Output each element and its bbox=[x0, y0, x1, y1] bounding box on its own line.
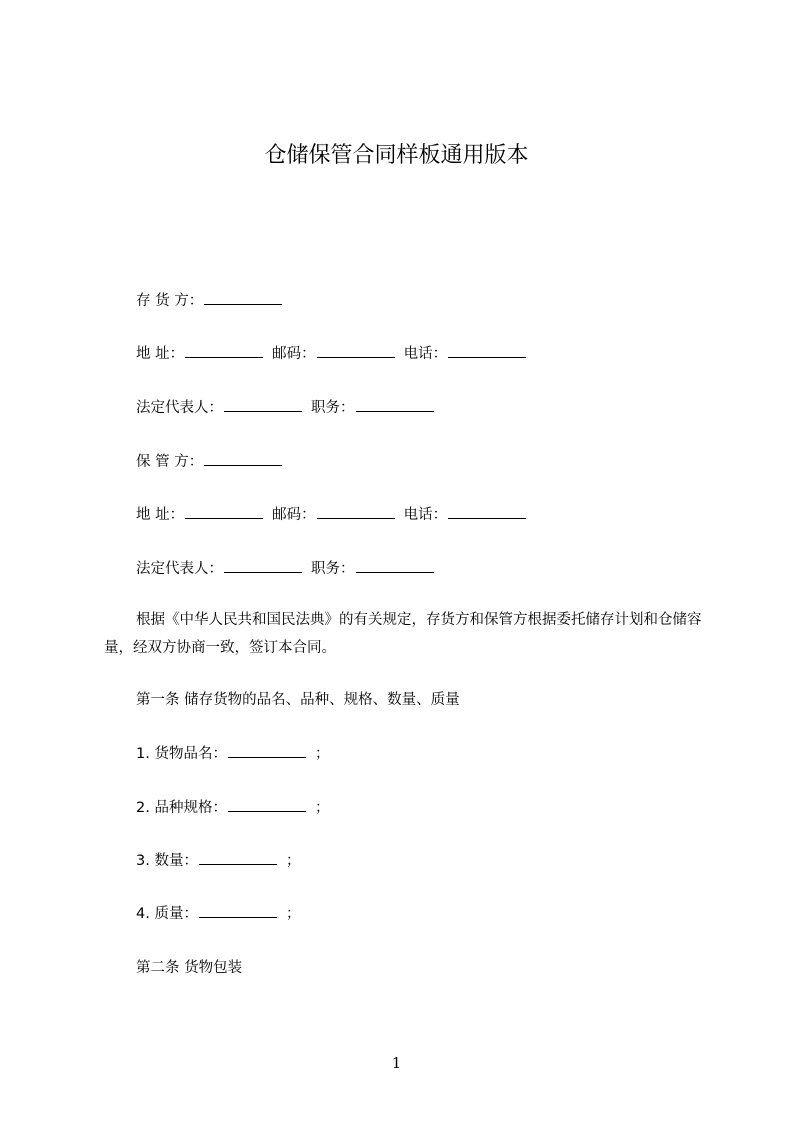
depositor-position-blank[interactable] bbox=[356, 397, 434, 412]
article1-item3 bbox=[136, 850, 300, 872]
article1-item4 bbox=[136, 903, 300, 925]
item4-terminator: ； bbox=[285, 906, 301, 922]
custodian-address-blank[interactable] bbox=[185, 504, 263, 519]
article1-item1 bbox=[136, 743, 329, 765]
depositor-phone-label: 电话： bbox=[403, 346, 448, 362]
item1-terminator: ； bbox=[314, 746, 330, 762]
depositor-postcode-blank[interactable] bbox=[317, 343, 395, 358]
depositor-address-blank[interactable] bbox=[185, 343, 263, 358]
item3-terminator: ； bbox=[285, 853, 301, 869]
item4-label: 4. 质量： bbox=[136, 906, 198, 922]
intro-paragraph: 根据《中华人民共和国民法典》的有关规定，存货方和保管方根据委托储存计划和仓储容量，经双方协商一致，签订本合同。 bbox=[104, 612, 702, 656]
article1-heading: 第一条 储存货物的品名、品种、规格、数量、质量 bbox=[136, 692, 460, 708]
depositor-postcode-label: 邮码： bbox=[272, 346, 316, 362]
custodian-rep-label: 法定代表人： bbox=[136, 561, 223, 577]
custodian-address-label: 地 址： bbox=[136, 507, 185, 523]
depositor-address-line bbox=[136, 343, 527, 365]
item2-label: 2. 品种规格： bbox=[136, 800, 227, 816]
article2-heading: 第二条 货物包装 bbox=[136, 960, 243, 976]
item3-blank[interactable] bbox=[199, 850, 277, 865]
depositor-party-label: 存 货 方： bbox=[136, 293, 204, 309]
item1-label: 1. 货物品名： bbox=[136, 746, 227, 762]
item4-blank[interactable] bbox=[199, 903, 277, 918]
custodian-position-label: 职务： bbox=[311, 561, 355, 577]
custodian-phone-label: 电话： bbox=[403, 507, 448, 523]
custodian-rep-blank[interactable] bbox=[224, 558, 302, 573]
custodian-party-label: 保 管 方： bbox=[136, 454, 204, 470]
depositor-rep-line bbox=[136, 397, 435, 419]
page-number: 1 bbox=[391, 1054, 402, 1072]
depositor-party-blank[interactable] bbox=[204, 290, 282, 305]
custodian-party-line bbox=[136, 451, 283, 473]
article1-item2 bbox=[136, 797, 329, 819]
custodian-phone-blank[interactable] bbox=[448, 504, 526, 519]
document-title: 仓储保管合同样板通用版本 bbox=[264, 143, 529, 168]
depositor-address-label: 地 址： bbox=[136, 346, 185, 362]
item3-label: 3. 数量： bbox=[136, 853, 198, 869]
depositor-position-label: 职务： bbox=[311, 400, 355, 416]
depositor-rep-blank[interactable] bbox=[224, 397, 302, 412]
item2-blank[interactable] bbox=[228, 797, 306, 812]
custodian-party-blank[interactable] bbox=[204, 451, 282, 466]
item2-terminator: ； bbox=[314, 800, 330, 816]
custodian-postcode-blank[interactable] bbox=[317, 504, 395, 519]
custodian-position-blank[interactable] bbox=[356, 558, 434, 573]
custodian-postcode-label: 邮码： bbox=[272, 507, 316, 523]
depositor-phone-blank[interactable] bbox=[448, 343, 526, 358]
item1-blank[interactable] bbox=[228, 743, 306, 758]
custodian-address-line bbox=[136, 504, 527, 526]
custodian-rep-line bbox=[136, 558, 435, 580]
depositor-rep-label: 法定代表人： bbox=[136, 400, 223, 416]
depositor-party-line bbox=[136, 290, 283, 312]
